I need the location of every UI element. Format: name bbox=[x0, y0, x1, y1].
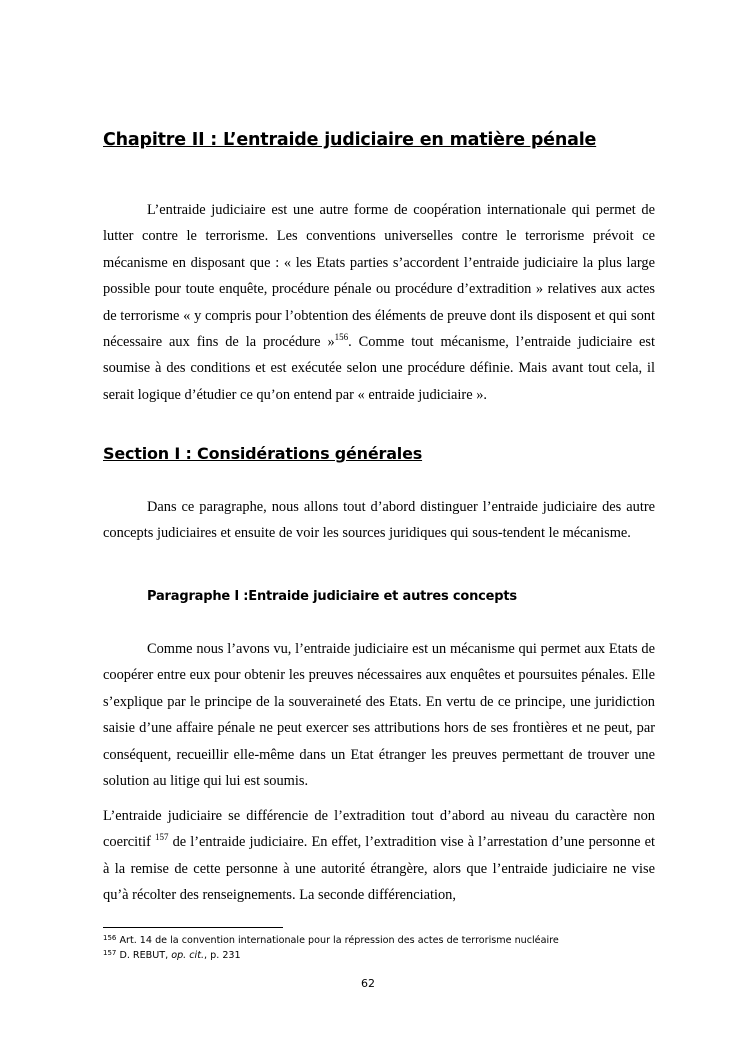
section-title: Section I : Considérations générales bbox=[103, 444, 423, 463]
footnote-text-page: , p. 231 bbox=[204, 950, 241, 961]
footnote-156 bbox=[103, 935, 559, 946]
paragraph-title: Paragraphe I :Entraide judiciaire et autres concepts bbox=[147, 589, 517, 604]
body-2-text-part-1: L’entraide judiciaire se différencie de l’extradition tout d’abord au niveau du caractère non coercitif bbox=[103, 808, 655, 851]
footnote-text: Art. 14 de la convention internationale pour la répression des actes de terrorisme nucléaire bbox=[119, 935, 559, 946]
intro-text-part-2: . Comme tout mécanisme, l’entraide judiciaire est soumise à des conditions et est exécutée selon une procédure définie. Mais avant tout cela, il serait logique d’étudier ce qu’on entend par « entraide judiciaire ». bbox=[103, 334, 655, 403]
footnote-number: 156 bbox=[103, 934, 117, 942]
chapter-title: Chapitre II : L’entraide judiciaire en matière pénale bbox=[103, 130, 597, 150]
intro-paragraph bbox=[103, 197, 655, 408]
section-intro-paragraph: Dans ce paragraphe, nous allons tout d’abord distinguer l’entraide judiciaire des autre concepts judiciaires et ensuite de voir les sources juridiques qui sous-tendent le mécanisme. bbox=[103, 499, 655, 542]
footnote-number: 157 bbox=[103, 949, 117, 957]
page-number: 62 bbox=[361, 977, 375, 990]
body-paragraph-1: Comme nous l’avons vu, l’entraide judiciaire est un mécanisme qui permet aux Etats de coopérer entre eux pour obtenir les preuves nécessaires aux enquêtes et poursuites pénales. Elle s’explique par le principe de la souveraineté des Etats. En vertu de ce principe, une juridiction saisie d’une affaire pénale ne peut exercer ses attributions hors de ses frontières et ne peut, par conséquent, recueillir elle-même dans un Etat étranger les preuves permettant de trouver une solution au litige qui lui est soumis. bbox=[103, 641, 655, 790]
body-paragraph-2 bbox=[103, 803, 655, 909]
intro-text-part-1: L’entraide judiciaire est une autre forme de coopération internationale qui permet de lutter contre le terrorisme. Les conventions universelles contre le terrorisme prévoit ce mécanisme en disposant que : « les Etats parties s’accordent l’entraide judiciaire la plus large possible pour toute enquête, procédure pénale ou procédure d’extradition » relatives aux actes de terrorisme « y compris pour l’obtention des éléments de preuve dont ils disposent et qui sont nécessaire aux fins de la procédure » bbox=[103, 202, 655, 351]
footnote-157 bbox=[103, 950, 241, 961]
footnote-ref-157[interactable]: 157 bbox=[155, 832, 169, 843]
footnote-text-author: D. REBUT, bbox=[119, 950, 172, 961]
footnote-text-op-cit: op. cit. bbox=[171, 950, 205, 961]
body-2-text-part-2: de l’entraide judiciaire. En effet, l’extradition vise à l’arrestation d’une personne et à la remise de cette personne à une autorité étrangère, alors que l’entraide judiciaire ne vise qu’à récolter des renseignements. La seconde différenciation, bbox=[103, 834, 655, 904]
footnote-divider bbox=[103, 927, 283, 928]
footnote-ref-156[interactable]: 156 bbox=[334, 332, 349, 343]
